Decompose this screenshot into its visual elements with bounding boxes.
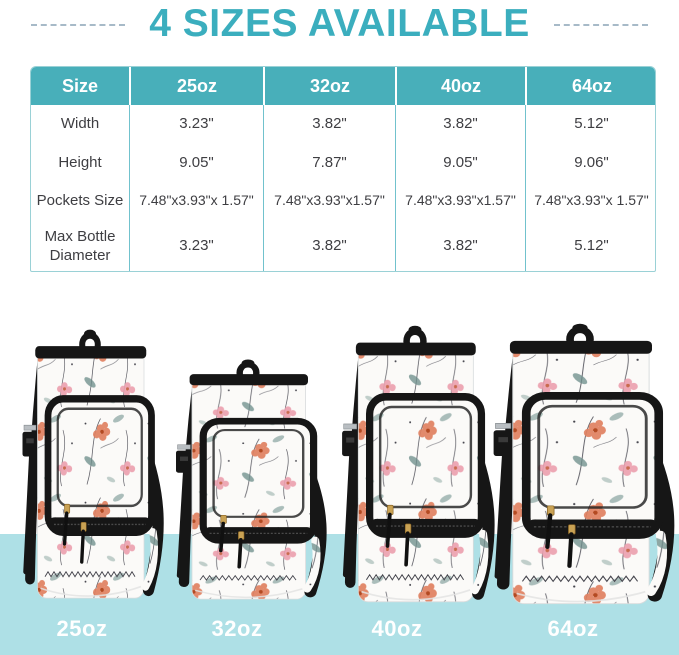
pockets-size-25oz: 7.48"x3.93"x 1.57" bbox=[129, 182, 263, 220]
bottle-bag-illustration bbox=[484, 322, 676, 614]
height-64oz: 9.06" bbox=[525, 144, 656, 182]
width-32oz: 3.82" bbox=[263, 105, 395, 144]
height-40oz: 9.05" bbox=[395, 144, 525, 182]
product-photo-25oz bbox=[15, 328, 165, 608]
product-photo-32oz bbox=[168, 358, 328, 608]
width-25oz: 3.23" bbox=[129, 105, 263, 144]
column-header-32oz: 32oz bbox=[263, 67, 395, 105]
height-32oz: 7.87" bbox=[263, 144, 395, 182]
width-64oz: 5.12" bbox=[525, 105, 656, 144]
column-header-40oz: 40oz bbox=[395, 67, 525, 105]
bottle-bag-illustration bbox=[168, 358, 328, 608]
column-header-size: Size bbox=[31, 67, 129, 105]
row-label-pockets-size: Pockets Size bbox=[36, 191, 124, 209]
product-photo-40oz bbox=[334, 324, 496, 612]
max-diameter-40oz: 3.82" bbox=[395, 220, 525, 272]
pockets-size-32oz: 7.48"x3.93"x1.57" bbox=[263, 182, 395, 220]
product-photo-64oz bbox=[484, 322, 676, 614]
width-40oz: 3.82" bbox=[395, 105, 525, 144]
pockets-size-64oz: 7.48"x3.93"x 1.57" bbox=[525, 182, 656, 220]
height-25oz: 9.05" bbox=[129, 144, 263, 182]
max-diameter-64oz: 5.12" bbox=[525, 220, 656, 272]
bottle-bag-illustration bbox=[15, 328, 165, 608]
column-header-64oz: 64oz bbox=[525, 67, 656, 105]
size-label-25oz: 25oz bbox=[56, 616, 108, 641]
max-diameter-25oz: 3.23" bbox=[129, 220, 263, 272]
row-label-height: Height bbox=[58, 153, 102, 171]
max-diameter-32oz: 3.82" bbox=[263, 220, 395, 272]
size-label-40oz: 40oz bbox=[371, 616, 423, 641]
bottle-bag-illustration bbox=[334, 324, 496, 612]
row-label-width: Width bbox=[60, 115, 100, 133]
pockets-size-40oz: 7.48"x3.93"x1.57" bbox=[395, 182, 525, 220]
size-label-64oz: 64oz bbox=[547, 616, 599, 641]
column-header-25oz: 25oz bbox=[129, 67, 263, 105]
page-title: 4 SIZES AVAILABLE bbox=[149, 2, 530, 45]
size-label-32oz: 32oz bbox=[211, 616, 263, 641]
row-label-max-bottle-diameter: Max Bottle Diameter bbox=[44, 227, 116, 264]
